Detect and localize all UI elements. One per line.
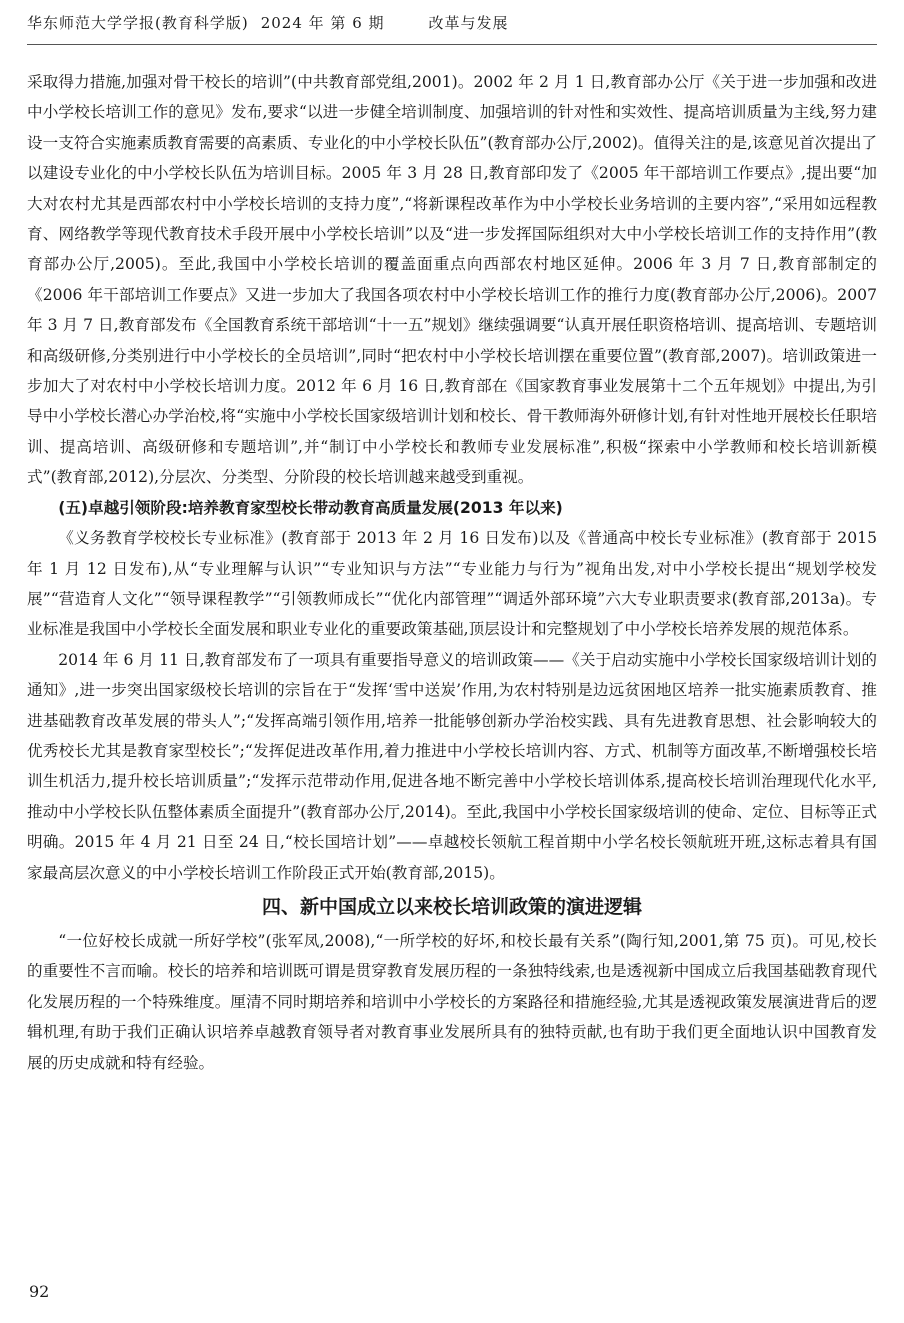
page-number: 92 <box>29 1282 50 1301</box>
paragraph-evolution-logic: “一位好校长成就一所好学校”(张军凤,2008),“一所学校的好坏,和校长最有关系”(陶行知,2001,第 75 页)。可见,校长的重要性不言而喻。校长的培养和培训既可谓是贯穿教育发展历程的一条独特线索,也是透视新中国成立后我国基础教育现代化发展历程的一个特殊维度。厘清不同时期培养和培训中小学校长的方案路径和措施经验,尤其是透视政策发展演进背后的逻辑机理,有助于我们正确认识培养卓越教育领导者对教育事业发展所具有的独特贡献,也有助于我们更全面地认识中国教育发展的历史成就和特有经验。 <box>27 931 877 1072</box>
journal-name: 华东师范大学学报(教育科学版) <box>27 14 249 32</box>
issue-info: 2024 年 第 6 期 <box>260 14 385 32</box>
column-name: 改革与发展 <box>428 14 509 32</box>
paragraph-national-training-plan: 2014 年 6 月 11 日,教育部发布了一项具有重要指导意义的培训政策——《关于启动实施中小学校长国家级培训计划的通知》,进一步突出国家级校长培训的宗旨在于“发挥‘雪中送炭’作用,为农村特别是边远贫困地区培养一批实施素质教育、推进基础教育改革发展的带头人”;“发挥高端引领作用,培养一批能够创新办学治校实践、具有先进教育思想、社会影响较大的优秀校长尤其是教育家型校长”;“发挥促进改革作用,着力推进中小学校长培训内容、方式、机制等方面改革,不断增强校长培训生机活力,提升校长培训质量”;“发挥示范带动作用,促进各地不断完善中小学校长培训体系,提高校长培训治理现代化水平,推动中小学校长队伍整体素质全面提升”(教育部办公厅,2014)。至此,我国中小学校长国家级培训的使命、定位、目标等正式明确。2015 年 4 月 21 日至 24 日,“校长国培计划”——卓越校长领航工程首期中小学名校长领航班开班,这标志着具有国家最高层次意义的中小学校长培训工作阶段正式开始(教育部,2015)。 <box>27 650 877 882</box>
section-heading-4: 四、新中国成立以来校长培训政策的演进逻辑 <box>261 895 642 918</box>
paragraph-continued: 采取得力措施,加强对骨干校长的培训”(中共教育部党组,2001)。2002 年 2 月 1 日,教育部办公厅《关于进一步加强和改进中小学校长培训工作的意见》发布,要求“以进一步健全培训制度、加强培训的针对性和实效性、提高培训质量为主线,努力建设一支符合实施素质教育需要的高素质、专业化的中小学校长队伍”(教育部办公厅,2002)。值得关注的是,该意见首次提出了以建设专业化的中小学校长队伍为培训目标。2005 年 3 月 28 日,教育部印发了《2005 年干部培训工作要点》,提出要“加大对农村尤其是西部农村中小学校长培训的支持力度”,“将新课程改革作为中小学校长业务培训的主要内容”,“采用如远程教育、网络教学等现代教育技术手段开展中小学校长培训”以及“进一步发挥国际组织对大中小学校长培训工作的支持作用”(教育部办公厅,2005)。至此,我国中小学校长培训的覆盖面重点向西部农村地区延伸。2006 年 3 月 7 日,教育部制定的《2006 年干部培训工作要点》又进一步加大了我国各项农村中小学校长培训工作的推行力度(教育部办公厅,2006)。2007 年 3 月 7 日,教育部发布《全国教育系统干部培训“十一五”规划》继续强调要“认真开展任职资格培训、提高培训、专题培训和高级研修,分类别进行中小学校长的全员培训”,同时“把农村中小学校长培训摆在重要位置”(教育部,2007)。培训政策进一步加大了对农村中小学校长培训力度。2012 年 6 月 16 日,教育部在《国家教育事业发展第十二个五年规划》中提出,为引导中小学校长潜心办学治校,将“实施中小学校长国家级培训计划和校长、骨干教师海外研修计划,有针对性地开展校长任职培训、提高培训、高级研修和专题培训”,并“制订中小学校长和教师专业发展标准”,积极“探索中小学教师和校长培训新模式”(教育部,2012),分层次、分类型、分阶段的校长培训越来越受到重视。 <box>27 73 877 487</box>
running-header <box>27 12 877 45</box>
subsection-heading-5: (五)卓越引领阶段:培养教育家型校长带动教育高质量发展(2013 年以来) <box>58 498 563 517</box>
article-body <box>27 67 877 1078</box>
paragraph-professional-standards: 《义务教育学校校长专业标准》(教育部于 2013 年 2 月 16 日发布)以及《普通高中校长专业标准》(教育部于 2015 年 1 月 12 日发布),从“专业理解与认识”“专业知识与方法”“专业能力与行为”视角出发,对中小学校长提出“规划学校发展”“营造育人文化”“领导课程教学”“引领教师成长”“优化内部管理”“调适外部环境”六大专业职责要求(教育部,2013a)。专业标准是我国中小学校长全面发展和职业专业化的重要政策基础,顶层设计和完整规划了中小学校长培养发展的规范体系。 <box>27 529 877 639</box>
